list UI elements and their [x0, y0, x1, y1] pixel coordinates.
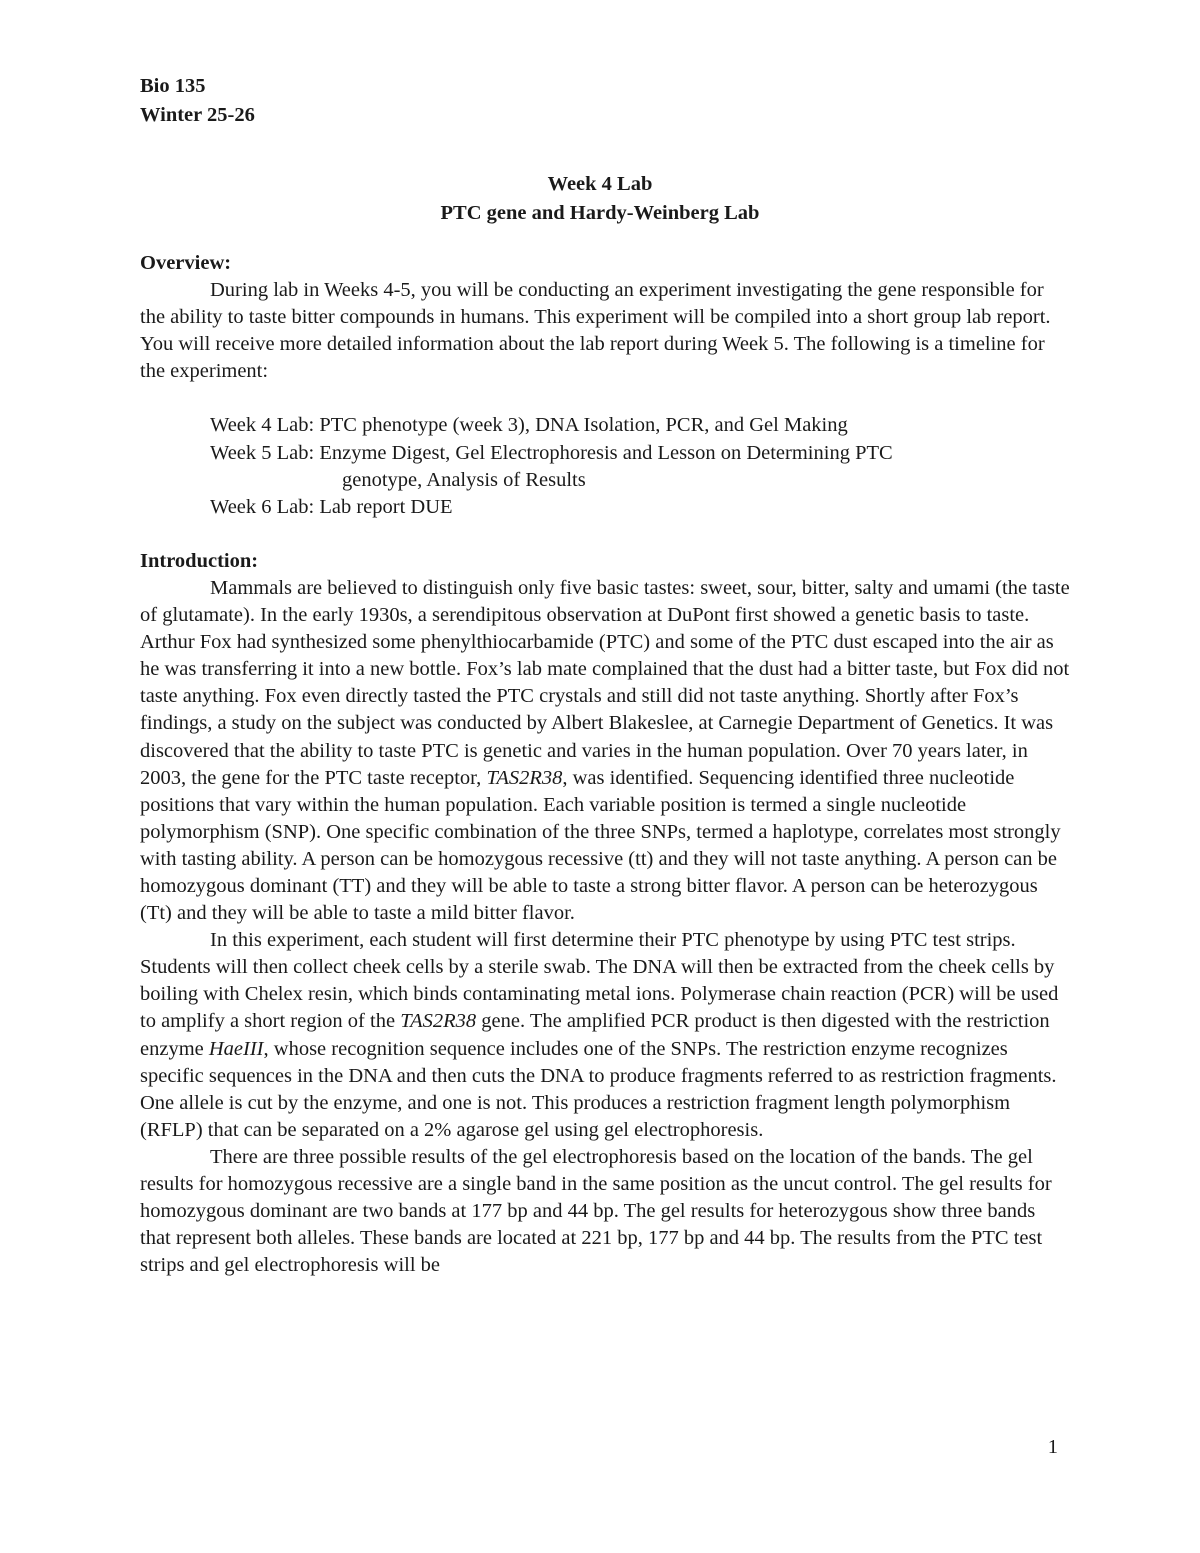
timeline-label: Week 6 Lab:	[210, 495, 320, 518]
introduction-paragraph-2	[140, 927, 1070, 1144]
text-run: , was identified. Sequencing identified three nucleotide positions that vary within the human population. Each variable position is termed a single nucleotide polymorphism (SNP). One specific combination of the three SNPs, termed a haplotype, correlates most strongly with tasting ability. A person can be homozygous recessive (tt) and they will not taste anything. A person can be homozygous dominant (TT) and they will be able to taste a strong bitter flavor. A person can be heterozygous (Tt) and they will be able to taste a mild bitter flavor.	[140, 766, 1061, 925]
title-line-1: Week 4 Lab	[547, 173, 653, 195]
enzyme-name: HaeIII	[208, 1037, 264, 1060]
course-name: Bio 135	[140, 75, 206, 97]
timeline-text: Enzyme Digest, Gel Electrophoresis and Lesson on Determining PTC	[319, 441, 893, 464]
text-run: Mammals are believed to distinguish only five basic tastes: sweet, sour, bitter, salty and umami (the taste of glutamate). In the early 1930s, a serendipitous observation at DuPont first showed a genetic basis to taste. Arthur Fox had synthesized some phenylthiocarbamide (PTC) and some of the PTC dust escaped into the air as he was transferring it into a new bottle. Fox’s lab mate complained that the dust had a bitter taste, but Fox did not taste anything. Fox even directly tasted the PTC crystals and still did not taste anything. Shortly after Fox’s findings, a study on the subject was conducted by Albert Blakeslee, at Carnegie Department of Genetics. It was discovered that the ability to taste PTC is genetic and varies in the human population. Over 70 years later, in 2003, the gene for the PTC taste receptor,	[140, 576, 1070, 789]
timeline-item	[210, 494, 1070, 521]
timeline-item-continuation	[210, 467, 1070, 494]
course-header	[140, 72, 255, 130]
timeline-label: Week 5 Lab:	[210, 441, 320, 464]
introduction-paragraph-1	[140, 575, 1070, 927]
timeline-list	[210, 412, 1070, 520]
text-run: gene. The amplified PCR product is then digested with the restriction enzyme	[140, 1010, 1050, 1060]
timeline-text: PTC phenotype (week 3), DNA Isolation, PCR, and Gel Making	[319, 414, 848, 437]
text-run: In this experiment, each student will first determine their PTC phenotype by using PTC test strips. Students will then collect cheek cells by a sterile swab. The DNA will then be extracted from the cheek cells by boiling with Chelex resin, which binds contaminating metal ions. Polymerase chain reaction (PCR) will be used to amplify a short region of the	[140, 929, 1059, 1033]
introduction-paragraph-3: There are three possible results of the gel electrophoresis based on the location of the bands. The gel results for homozygous recessive are a single band in the same position as the uncut control. The gel results for homozygous dominant are two bands at 177 bp and 44 bp. The gel results for heterozygous show three bands that represent both alleles. These bands are located at 221 bp, 177 bp and 44 bp. The results from the PTC test strips and gel electrophoresis will be	[140, 1145, 1052, 1277]
timeline-text: genotype, Analysis of Results	[342, 468, 586, 491]
timeline-label: Week 4 Lab:	[210, 414, 320, 437]
page-number: 1	[1047, 1436, 1058, 1458]
timeline-item	[210, 440, 1070, 467]
timeline-item	[210, 412, 1070, 439]
text-run: , whose recognition sequence includes one of the SNPs. The restriction enzyme recognizes specific sequences in the DNA and then cuts the DNA to produce fragments referred to as restriction fragments. One allele is cut by the enzyme, and one is not. This produces a restriction fragment length polymorphism (RFLP) that can be separated on a 2% agarose gel using gel electrophoresis.	[140, 1037, 1057, 1141]
gene-name: TAS2R38	[400, 1010, 477, 1033]
overview-heading: Overview:	[140, 252, 232, 274]
course-term: Winter 25-26	[140, 104, 255, 126]
introduction-heading: Introduction:	[140, 549, 259, 572]
document-body	[140, 250, 1070, 1279]
overview-paragraph: During lab in Weeks 4-5, you will be conducting an experiment investigating the gene responsible for the ability to taste bitter compounds in humans. This experiment will be compiled into a short group lab report. You will receive more detailed information about the lab report during Week 5. The following is a timeline for the experiment:	[140, 279, 1051, 383]
title-line-2: PTC gene and Hardy-Weinberg Lab	[440, 202, 760, 224]
timeline-text: Lab report DUE	[319, 495, 453, 518]
gene-name: TAS2R38	[486, 766, 563, 789]
document-title	[0, 170, 1200, 228]
